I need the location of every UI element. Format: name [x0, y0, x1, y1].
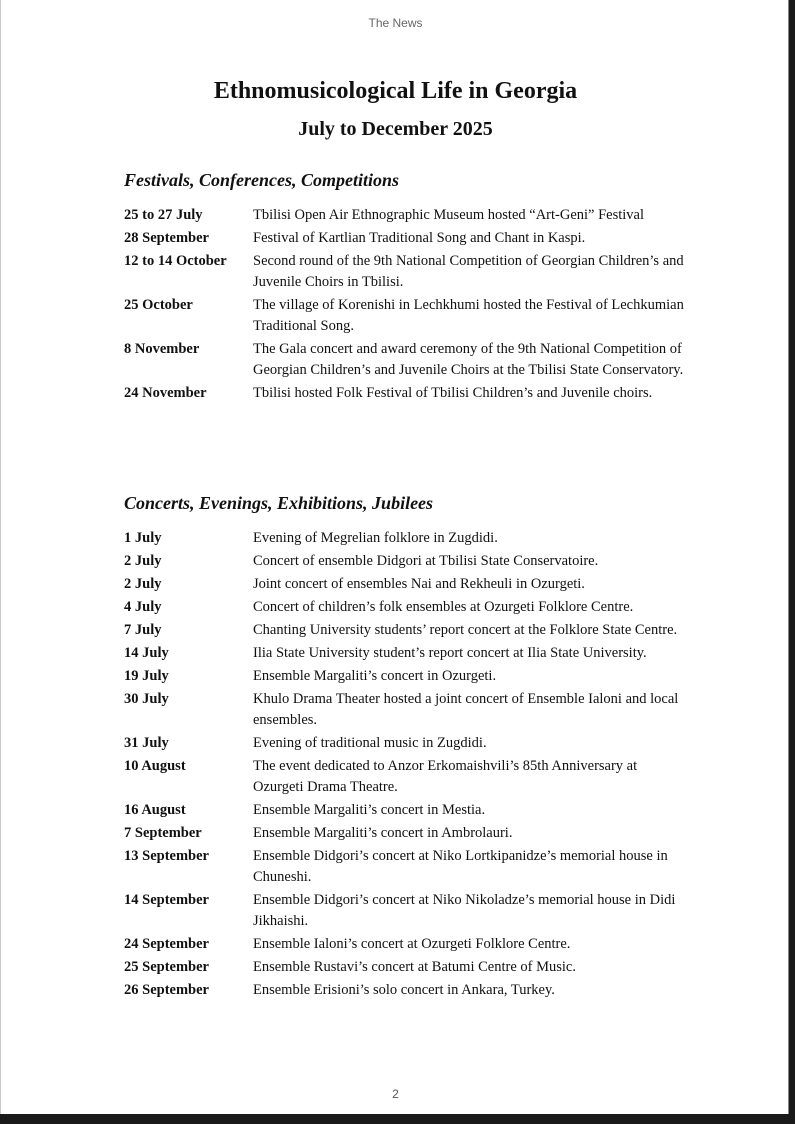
entry-description: Ensemble Rustavi’s concert at Batumi Centre of Music. — [253, 959, 576, 975]
list-item — [124, 846, 684, 888]
entry-date: 16 August — [124, 802, 186, 818]
list-item — [124, 205, 684, 226]
entry-date: 25 to 27 July — [124, 207, 203, 223]
page-subtitle: July to December 2025 — [298, 118, 493, 140]
entry-date: 7 September — [124, 825, 202, 841]
entry-description: Festival of Kartlian Traditional Song and Chant in Kaspi. — [253, 230, 586, 246]
entry-date: 30 July — [124, 691, 169, 707]
concerts-list — [124, 528, 684, 1003]
list-item — [124, 689, 684, 731]
entry-date: 24 November — [124, 385, 207, 401]
page-title: Ethnomusicological Life in Georgia — [213, 78, 578, 104]
entry-description: Joint concert of ensembles Nai and Rekheuli in Ozurgeti. — [253, 576, 585, 592]
list-item — [124, 251, 684, 293]
entry-date: 13 September — [124, 848, 209, 864]
entry-date: 2 July — [124, 553, 162, 569]
entry-date: 24 September — [124, 936, 209, 952]
entry-date: 14 July — [124, 645, 169, 661]
entry-description: The event dedicated to Anzor Erkomaishvili’s 85th Anniversary at Ozurgeti Drama Theatre. — [253, 758, 638, 795]
entry-description: Ensemble Didgori’s concert at Niko Lortkipanidze’s memorial house in Chuneshi. — [253, 848, 668, 885]
list-item — [124, 574, 684, 595]
list-item — [124, 528, 684, 549]
entry-description: Ensemble Margaliti’s concert in Ozurgeti. — [253, 668, 497, 684]
list-item — [124, 666, 684, 687]
list-item — [124, 934, 684, 955]
list-item — [124, 756, 684, 798]
running-head: The News — [368, 16, 423, 30]
list-item — [124, 643, 684, 664]
entry-date: 25 October — [124, 297, 193, 313]
entry-date: 19 July — [124, 668, 169, 684]
entry-date: 2 July — [124, 576, 162, 592]
list-item — [124, 295, 684, 337]
entry-date: 26 September — [124, 982, 209, 998]
entry-description: Concert of children’s folk ensembles at Ozurgeti Folklore Centre. — [253, 599, 634, 615]
entry-date: 14 September — [124, 892, 209, 908]
entry-date: 10 August — [124, 758, 186, 774]
entry-description: Ilia State University student’s report concert at Ilia State University. — [253, 645, 647, 661]
list-item — [124, 733, 684, 754]
list-item — [124, 597, 684, 618]
list-item — [124, 551, 684, 572]
entry-description: Khulo Drama Theater hosted a joint concert of Ensemble Ialoni and local ensembles. — [253, 691, 679, 728]
section-heading-festivals: Festivals, Conferences, Competitions — [124, 170, 400, 190]
entry-description: Chanting University students’ report concert at the Folklore State Centre. — [253, 622, 678, 638]
entry-description: Evening of traditional music in Zugdidi. — [253, 735, 487, 751]
entry-date: 1 July — [124, 530, 162, 546]
page-number: 2 — [392, 1087, 399, 1101]
list-item — [124, 980, 684, 1001]
entry-description: Tbilisi Open Air Ethnographic Museum hosted “Art-Geni” Festival — [253, 207, 645, 223]
entry-date: 4 July — [124, 599, 162, 615]
list-item — [124, 339, 684, 381]
list-item — [124, 228, 684, 249]
entry-description: Ensemble Margaliti’s concert in Mestia. — [253, 802, 486, 818]
entry-description: Second round of the 9th National Competition of Georgian Children’s and Juvenile Choirs in Tbilisi. — [253, 253, 684, 290]
entry-description: Tbilisi hosted Folk Festival of Tbilisi Children’s and Juvenile choirs. — [253, 385, 653, 401]
entry-date: 31 July — [124, 735, 169, 751]
entry-description: Ensemble Ialoni’s concert at Ozurgeti Folklore Centre. — [253, 936, 571, 952]
entry-description: Concert of ensemble Didgori at Tbilisi State Conservatoire. — [253, 553, 599, 569]
list-item — [124, 800, 684, 821]
entry-description: Evening of Megrelian folklore in Zugdidi. — [253, 530, 498, 546]
entry-description: Ensemble Erisioni’s solo concert in Ankara, Turkey. — [253, 982, 555, 998]
entry-description: The Gala concert and award ceremony of the 9th National Competition of Georgian Children’s and Juvenile Choirs at the Tbilisi State Conservatory. — [253, 341, 684, 378]
list-item — [124, 383, 684, 404]
section-heading-concerts: Concerts, Evenings, Exhibitions, Jubilees — [124, 493, 434, 513]
entry-date: 12 to 14 October — [124, 253, 227, 269]
entry-date: 25 September — [124, 959, 209, 975]
list-item — [124, 823, 684, 844]
list-item — [124, 620, 684, 641]
entry-description: The village of Korenishi in Lechkhumi hosted the Festival of Lechkumian Traditional Song. — [253, 297, 684, 334]
entry-description: Ensemble Margaliti’s concert in Ambrolauri. — [253, 825, 513, 841]
list-item — [124, 957, 684, 978]
festivals-list — [124, 205, 684, 406]
entry-description: Ensemble Didgori’s concert at Niko Nikoladze’s memorial house in Didi Jikhaishi. — [253, 892, 676, 929]
entry-date: 8 November — [124, 341, 200, 357]
entry-date: 7 July — [124, 622, 162, 638]
list-item — [124, 890, 684, 932]
entry-date: 28 September — [124, 230, 209, 246]
